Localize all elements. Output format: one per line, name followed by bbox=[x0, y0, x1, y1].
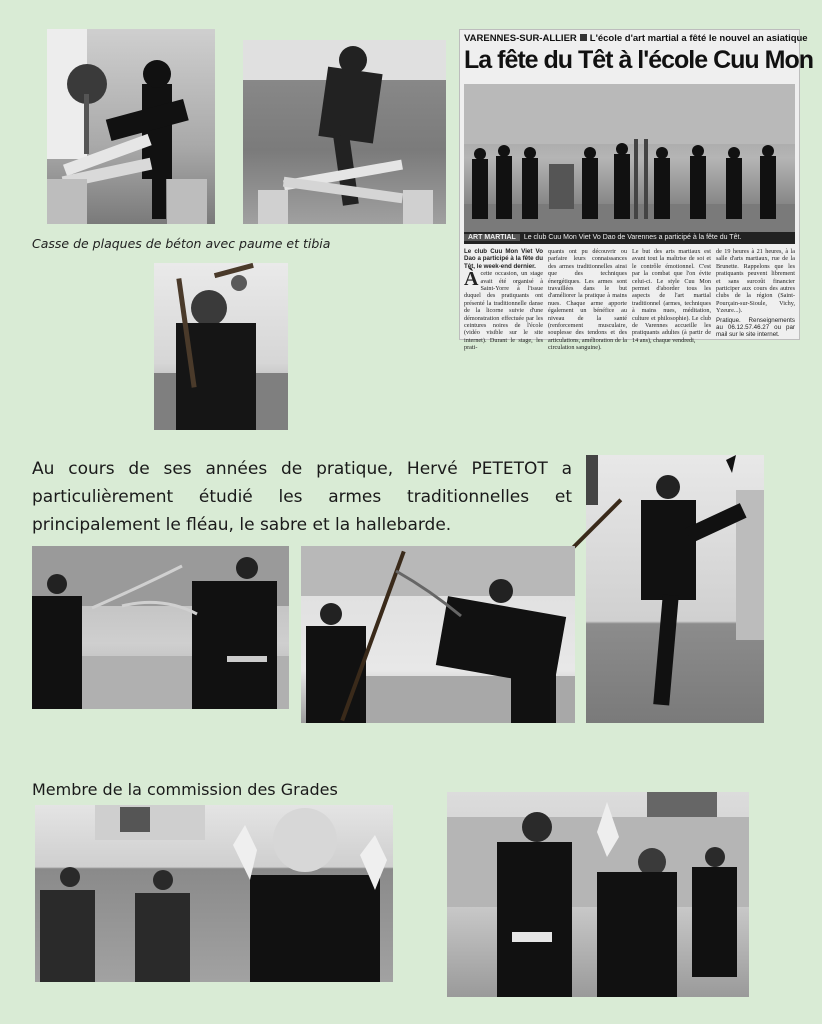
newspaper-column-text: cette occasion, un stage avait été organisé à Saint-Yorre à l'issue duquel des pratiquants ont présenté la traditionnelle danse de la licorne suivie d'une démonstration effectuée par les ceintures noires de l'école (vidéo visible sur le site internet). Durant le stage, les prati- bbox=[464, 270, 543, 352]
newspaper-column-4 bbox=[716, 248, 795, 339]
square-icon bbox=[580, 34, 587, 41]
newspaper-kicker bbox=[464, 33, 808, 44]
photo-breaking-shin bbox=[243, 40, 446, 224]
section-heading-grades: Membre de la commission des Grades bbox=[32, 780, 338, 799]
photo-breaking-palm bbox=[47, 29, 215, 224]
newspaper-column-text: de 19 heures à 21 heures, à la salle d'arts martiaux, rue de la Brunette. Rappelons que les pratiquants peuvent librement et sans surcoût financier participer aux cours des autres clubs de la région (Saint-Pourçain-sur-Sioule, Vichy, Yzeure...). bbox=[716, 248, 795, 315]
photo-staff-vs-sabre bbox=[301, 546, 575, 723]
newspaper-column-text: quants ont pu découvrir ou parfaire leurs connaissances des armes traditionnelles ainsi que des techniques énergétiques. Les armes sont travaillées dans le but d'améliorer la pratique à mains nues. Chaque arme apporte également un bénéfice au niveau de la santé (renforcement musculaire, souplesse des tendons et des articulations, amélioration de la circulation sanguine). bbox=[548, 248, 627, 352]
newspaper-lead: Le club Cuu Mon Viet Vo Dao a participé à la fête du Têt, le week-end dernier. bbox=[464, 248, 543, 270]
newspaper-caption-text: Le club Cuu Mon Viet Vo Dao de Varennes a participé à la fête du Têt. bbox=[523, 234, 742, 241]
newspaper-column-text: Le but des arts martiaux est avant tout la maîtrise de soi et le contrôle émotionnel. C'est par la combat que l'on évite celui-ci. Le style Cuu Mon permet d'aborder tous les aspects de l'art martial traditionnel (armes, techniques à mains nues, méditation, culture et philosophie). Le club de Varennes accueille les pratiquants adultes (à partir de 14 ans), chaque vendredi, bbox=[632, 248, 711, 344]
newspaper-drop-cap: À bbox=[464, 268, 479, 291]
caption-breaking: Casse de plaques de béton avec paume et tibia bbox=[32, 236, 331, 251]
newspaper-practical-note: Pratique. Renseignements au 06.12.57.46.27 ou par mail sur le site internet. bbox=[716, 316, 795, 339]
newspaper-clipping bbox=[459, 29, 813, 352]
photo-sabre-duel bbox=[32, 546, 289, 709]
newspaper-photo-caption bbox=[464, 232, 795, 244]
photo-grades-demonstration bbox=[447, 792, 749, 997]
newspaper-kicker-text: L'école d'art martial a fêté le nouvel an asiatique bbox=[589, 33, 808, 44]
newspaper-column-1 bbox=[464, 248, 543, 352]
newspaper-caption-tag: ART MARTIAL bbox=[464, 234, 520, 241]
newspaper-column-2 bbox=[548, 248, 627, 352]
photo-halberd-kick bbox=[586, 455, 764, 723]
newspaper-kicker-place: VARENNES-SUR-ALLIER bbox=[464, 33, 577, 44]
newspaper-photo bbox=[464, 84, 795, 232]
newspaper-column-3 bbox=[632, 248, 711, 344]
newspaper-columns bbox=[464, 248, 795, 352]
photo-flail bbox=[154, 263, 288, 430]
newspaper-headline: La fête du Têt à l'école Cuu Mon bbox=[464, 46, 813, 74]
weapons-paragraph: Au cours de ses années de pratique, Hervé PETETOT a particulièrement étudié les armes traditionnelles et principalement le fléau, le sabre et la hallebarde. bbox=[32, 459, 572, 535]
photo-grades-commission bbox=[35, 805, 393, 982]
